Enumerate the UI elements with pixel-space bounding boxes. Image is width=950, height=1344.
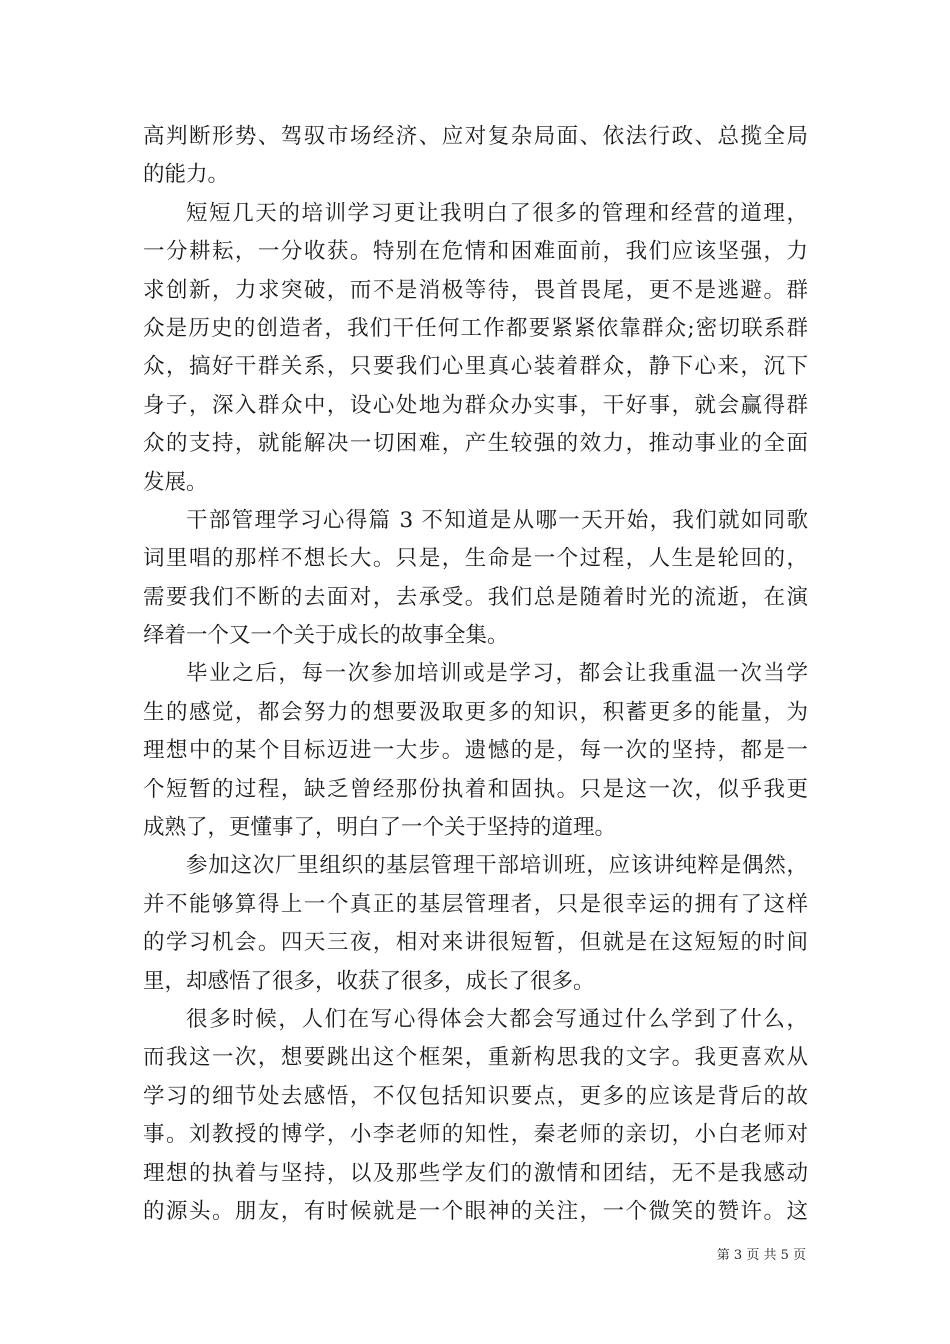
text-line: 毕业之后，每一次参加培训或是学习，都会让我重温一次当学 (186, 661, 808, 687)
document-body (143, 118, 808, 1231)
text-line: 绎着一个又一个关于成长的故事全集。 (143, 623, 509, 649)
text-line: 理想中的某个目标迈进一大步。遗憾的是，每一次的坚持，都是一 (143, 738, 808, 764)
text-line: 学习的细节处去感悟，不仅包括知识要点，更多的应该是背后的故 (143, 1083, 808, 1109)
text-line: 成熟了，更懂事了，明白了一个关于坚持的道理。 (143, 815, 617, 841)
text-line: 事。刘教授的博学，小李老师的知性，秦老师的亲切，小白老师对 (143, 1122, 808, 1148)
text-line: 的能力。 (143, 162, 230, 188)
page-number-footer: 第 3 页 共 5 页 (716, 1248, 806, 1263)
text-line: 众，搞好干群关系，只要我们心里真心装着群众，静下心来，沉下 (143, 354, 808, 380)
text-line: 求创新，力求突破，而不是消极等待，畏首畏尾，更不是逃避。群 (143, 277, 808, 303)
text-line: 参加这次厂里组织的基层管理干部培训班，应该讲纯粹是偶然， (186, 853, 808, 879)
text-line: 众是历史的创造者，我们干任何工作都要紧紧依靠群众;密切联系群 (143, 315, 808, 341)
text-line: 的源头。朋友，有时候就是一个眼神的关注，一个微笑的赞许。这 (143, 1198, 808, 1224)
text-line: 一分耕耘，一分收获。特别在危情和困难面前，我们应该坚强，力 (143, 239, 808, 265)
text-line: 高判断形势、驾驭市场经济、应对复杂局面、依法行政、总揽全局 (143, 124, 808, 149)
text-line: 发展。 (143, 469, 208, 495)
text-line: 很多时候，人们在写心得体会大都会写通过什么学到了什么， (186, 1006, 808, 1032)
text-line: 里，却感悟了很多，收获了很多，成长了很多。 (143, 968, 595, 994)
text-line: 而我这一次，想要跳出这个框架，重新构思我的文字。我更喜欢从 (143, 1045, 808, 1071)
text-line: 词里唱的那样不想长大。只是，生命是一个过程，人生是轮回的， (143, 546, 808, 572)
text-line: 理想的执着与坚持，以及那些学友们的激情和团结，无不是我感动 (143, 1160, 808, 1186)
text-line: 干部管理学习心得篇 3 不知道是从哪一天开始，我们就如同歌 (186, 507, 808, 533)
text-line: 需要我们不断的去面对，去承受。我们总是随着时光的流逝，在演 (143, 584, 808, 610)
text-line: 并不能够算得上一个真正的基层管理者，只是很幸运的拥有了这样 (143, 891, 808, 917)
text-line: 短短几天的培训学习更让我明白了很多的管理和经营的道理， (186, 200, 808, 226)
text-line: 众的支持，就能解决一切困难，产生较强的效力，推动事业的全面 (143, 431, 808, 457)
text-line: 个短暂的过程，缺乏曾经那份执着和固执。只是这一次，似乎我更 (143, 776, 808, 802)
text-line: 的学习机会。四天三夜，相对来讲很短暂，但就是在这短短的时间 (143, 930, 808, 956)
text-line: 生的感觉，都会努力的想要汲取更多的知识，积蓄更多的能量，为 (143, 699, 808, 725)
text-line: 身子，深入群众中，设心处地为群众办实事，干好事，就会赢得群 (143, 392, 808, 418)
